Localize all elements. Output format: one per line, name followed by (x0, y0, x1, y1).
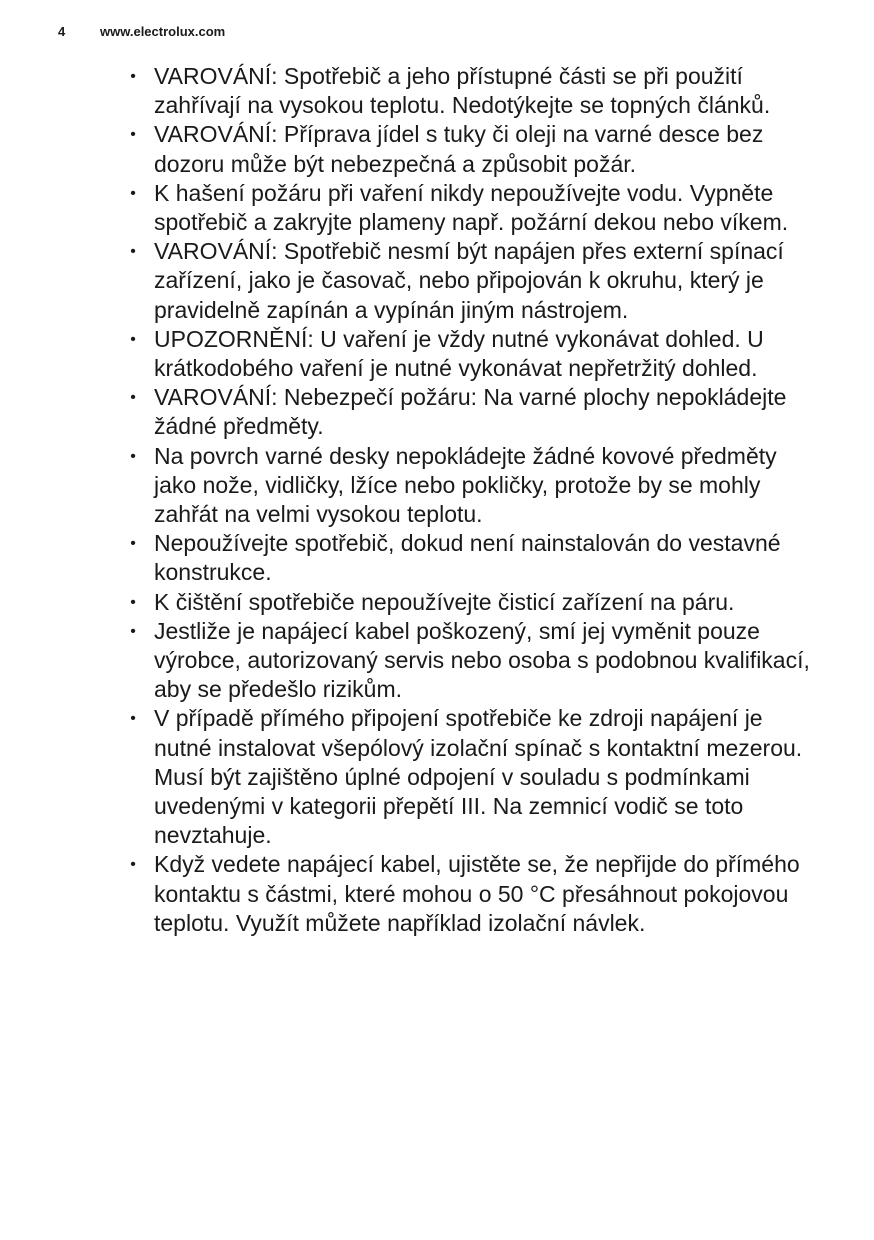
bullet-icon: • (130, 184, 136, 202)
item-text: V případě přímého připojení spotřebiče ke zdroji napájení je nutné instalovat všepólový izolační spínač s kontaktní mezerou. Musí být zajištěno úplné odpojení v souladu s podmínkami uvedenými v kategorii přepětí III. Na zemnicí vodič se toto nevztahuje. (154, 705, 803, 849)
page-number: 4 (58, 23, 66, 39)
list-item (125, 588, 825, 617)
list-item (125, 325, 825, 383)
list-item (125, 179, 825, 237)
page-header (58, 22, 225, 40)
list-item (125, 120, 825, 178)
list-item (125, 442, 825, 530)
item-text: Když vedete napájecí kabel, ujistěte se, že nepřijde do přímého kontaktu s částmi, které mohou o 50 °C přesáhnout pokojovou teplotu. Využít můžete například izolační návlek. (154, 851, 800, 936)
list-item (125, 383, 825, 441)
bullet-icon: • (130, 535, 136, 553)
list-item (125, 529, 825, 587)
bullet-icon: • (130, 243, 136, 261)
item-text: Na povrch varné desky nepokládejte žádné kovové předměty jako nože, vidličky, lžíce nebo pokličky, protože by se mohly zahřát na velmi vysokou teplotu. (154, 442, 777, 528)
item-text: K čištění spotřebiče nepoužívejte čisticí zařízení na páru. (154, 588, 735, 615)
bullet-icon: • (130, 126, 136, 144)
item-text: VAROVÁNÍ: Nebezpečí požáru: Na varné plochy nepokládejte žádné předměty. (154, 384, 787, 440)
bullet-icon: • (130, 856, 136, 874)
item-text: UPOZORNĚNÍ: U vaření je vždy nutné vykonávat dohled. U krátkodobého vaření je nutné vykonávat nepřetržitý dohled. (154, 325, 764, 382)
item-text: VAROVÁNÍ: Příprava jídel s tuky či oleji na varné desce bez dozoru může být nebezpečná a způsobit požár. (154, 121, 764, 177)
item-text: VAROVÁNÍ: Spotřebič nesmí být napájen přes externí spínací zařízení, jako je časovač, nebo připojován k okruhu, který je pravidelně zapínán a vypínán jiným nástrojem. (154, 238, 784, 323)
safety-instructions (125, 62, 825, 938)
warning-list (125, 62, 825, 938)
list-item (125, 850, 825, 938)
list-item (125, 617, 825, 705)
item-text: Jestliže je napájecí kabel poškozený, smí jej vyměnit pouze výrobce, autorizovaný servis nebo osoba s podobnou kvalifikací, aby se předešlo rizikům. (154, 617, 810, 703)
item-text: K hašení požáru při vaření nikdy nepoužívejte vodu. Vypněte spotřebič a zakryjte plameny např. požární dekou nebo víkem. (154, 179, 789, 236)
bullet-icon: • (130, 389, 136, 407)
bullet-icon: • (130, 593, 136, 611)
item-text: VAROVÁNÍ: Spotřebič a jeho přístupné části se při použití zahřívají na vysokou teplotu. Nedotýkejte se topných článků. (154, 63, 771, 119)
bullet-icon: • (130, 68, 136, 85)
bullet-icon: • (130, 447, 136, 465)
item-text: Nepoužívejte spotřebič, dokud není nainstalován do vestavné konstrukce. (154, 530, 781, 586)
bullet-icon: • (130, 330, 136, 348)
list-item (125, 62, 825, 120)
bullet-icon: • (130, 710, 136, 728)
website-url: www.electrolux.com (100, 23, 226, 39)
list-item (125, 704, 825, 850)
list-item (125, 237, 825, 325)
bullet-icon: • (130, 622, 136, 640)
